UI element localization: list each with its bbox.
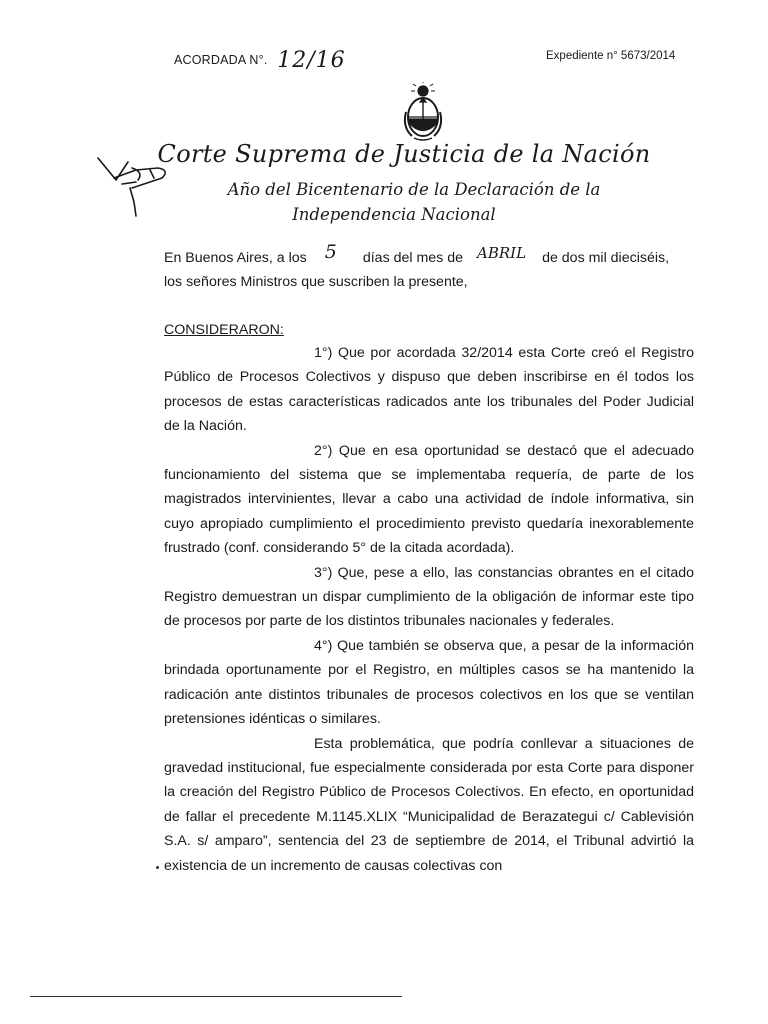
consideration-paragraph: 4°) Que también se observa que, a pesar de la información brindada oportunamente por el Registro, en múltiples casos se ha mantenido la radicación ante distintos tribunales de procesos colectivos en los que se ventilan pretensiones idénticas o similares.: [164, 637, 694, 728]
considered-heading: CONSIDERARON:: [164, 322, 284, 338]
consideration-paragraph: 2°) Que en esa oportunidad se destacó que el adecuado funcionamiento del sistema que se implementaba requería, de parte de los magistrados intervinientes, llevar a cabo una actividad de índole informativa, sin cuyo apropiado cumplimiento el procedimiento previsto quedaría inexorablemente frustrado (conf. considerando 5° de la citada acordada).: [164, 442, 694, 557]
acordada-header: [174, 45, 346, 73]
consideration-paragraph: Esta problemática, que podría conllevar a situaciones de gravedad institucional, fue especialmente considerada por esta Corte para disponer la creación del Registro Público de Procesos Colectivos. En efecto, en oportunidad de fallar el precedente M.1145.XLIX “Municipalidad de Berazategui c/ Cablevisión S.A. s/ amparo”, sentencia del 23 de septiembre de 2014, el Tribunal advirtió la existencia de un incremento de causas colectivas con: [164, 735, 694, 874]
court-title: Corte Suprema de Justicia de la Nación: [157, 140, 651, 168]
scan-speck: [156, 866, 159, 869]
intro-text-year: de dos mil dieciséis,: [542, 250, 670, 266]
considerations-body: [164, 341, 694, 878]
intro-text-start: En Buenos Aires, a los: [164, 250, 307, 266]
handwritten-day: 5: [324, 241, 337, 263]
footer-rule-dashed: [232, 996, 402, 997]
intro-paragraph: [164, 241, 694, 295]
intro-line2: los señores Ministros que suscriben la presente,: [164, 274, 468, 291]
acordada-number: 12/16: [277, 48, 346, 73]
year-motto-line1: Año del Bicentenario de la Declaración de la: [227, 180, 601, 199]
consideration-paragraph: 3°) Que, pese a ello, las constancias obrantes en el citado Registro demuestran un dispar cumplimiento de la obligación de informar este tipo de procesos por parte de los distintos tribunales nacionales y federales.: [164, 564, 694, 630]
intro-line1: [164, 241, 694, 270]
national-coat-of-arms-icon: [400, 82, 446, 142]
handwritten-month: ABRIL: [477, 244, 527, 262]
year-motto-line2: Independencia Nacional: [292, 205, 496, 224]
consideration-paragraph: 1°) Que por acordada 32/2014 esta Corte creó el Registro Público de Procesos Colectivos y dispuso que deben inscribirse en él todos los procesos de estas características radicados ante los tribunales del Poder Judicial de la Nación.: [164, 345, 694, 435]
acordada-label: ACORDADA N°.: [174, 53, 268, 67]
intro-text-month-prefix: días del mes de: [362, 250, 464, 266]
expediente-number: Expediente n° 5673/2014: [546, 50, 676, 62]
